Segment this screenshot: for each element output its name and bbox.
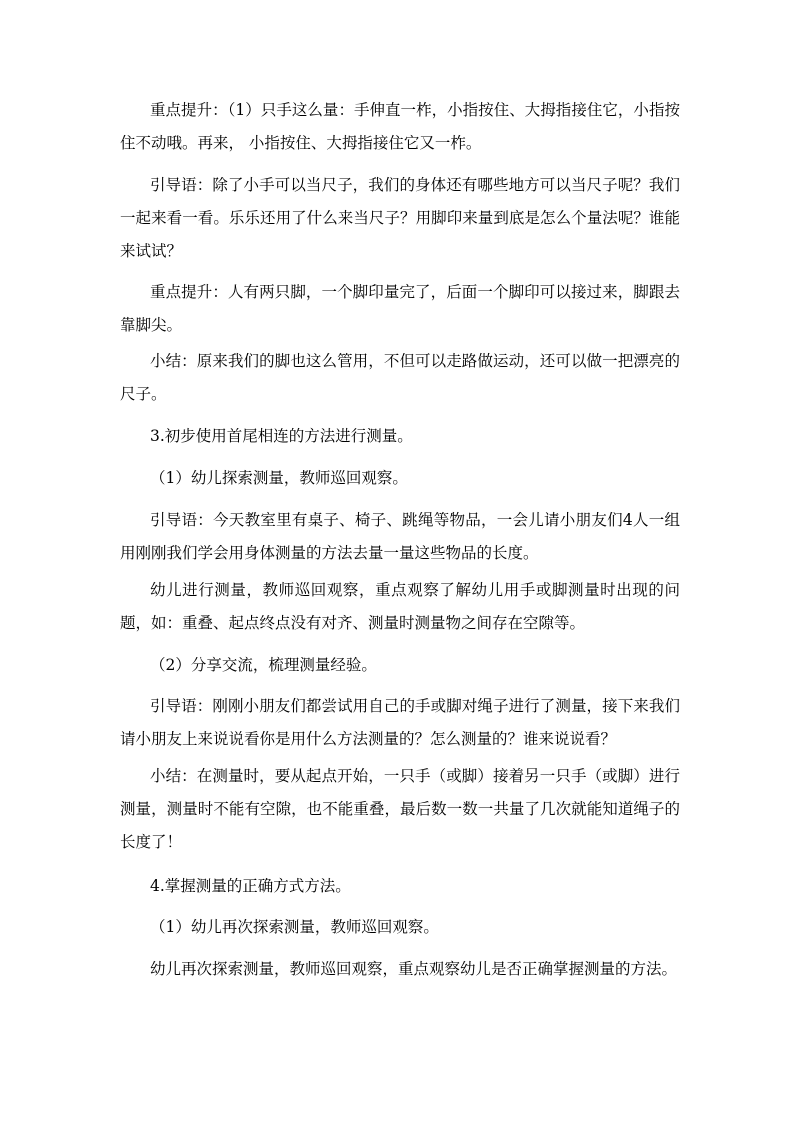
paragraph-guide-2: 引导语：今天教室里有桌子、椅子、跳绳等物品，一会儿请小朋友们4人一组用刚刚我们学会用身体测量的方法去量一量这些物品的长度。 [120, 511, 680, 562]
paragraph-observation-1: 幼儿进行测量，教师巡回观察，重点观察了解幼儿用手或脚测量时出现的问题，如：重叠、起点终点没有对齐、测量时测量物之间存在空隙等。 [120, 581, 680, 632]
paragraph-summary-2: 小结：在测量时，要从起点开始，一只手（或脚）接着另一只手（或脚）进行测量，测量时不能有空隙，也不能重叠，最后数一数一共量了几次就能知道绳子的长度了！ [120, 767, 680, 851]
subsection-heading-3-2: （2）分享交流，梳理测量经验。 [150, 656, 377, 674]
paragraph-key-point-2: 重点提升：人有两只脚，一个脚印量完了，后面一个脚印可以接过来，脚跟去靠脚尖。 [120, 283, 680, 334]
subsection-heading-4-1: （1）幼儿再次探索测量，教师巡回观察。 [150, 918, 439, 936]
section-heading-3: 3.初步使用首尾相连的方法进行测量。 [150, 427, 413, 445]
subsection-heading-3-1: （1）幼儿探索测量，教师巡回观察。 [150, 469, 408, 487]
paragraph-summary-1: 小结：原来我们的脚也这么管用，不但可以走路做运动，还可以做一把漂亮的尺子。 [120, 352, 680, 403]
paragraph-key-point-1: 重点提升：（1）只手这么量：手伸直一柞，小指按住、大拇指接住它，小指按住不动哦。再来， 小指按住、大拇指接住它又一柞。 [120, 101, 680, 152]
paragraph-guide-3: 引导语：刚刚小朋友们都尝试用自己的手或脚对绳子进行了测量，接下来我们请小朋友上来说说看你是用什么方法测量的？怎么测量的？谁来说说看？ [120, 697, 680, 748]
paragraph-observation-2: 幼儿再次探索测量，教师巡回观察，重点观察幼儿是否正确掌握测量的方法。 [150, 960, 678, 978]
section-heading-4: 4.掌握测量的正确方式方法。 [150, 877, 351, 895]
paragraph-guide-1: 引导语：除了小手可以当尺子，我们的身体还有哪些地方可以当尺子呢？我们一起来看一看。乐乐还用了什么来当尺子？用脚印来量到底是怎么个量法呢？谁能来试试？ [120, 176, 680, 260]
